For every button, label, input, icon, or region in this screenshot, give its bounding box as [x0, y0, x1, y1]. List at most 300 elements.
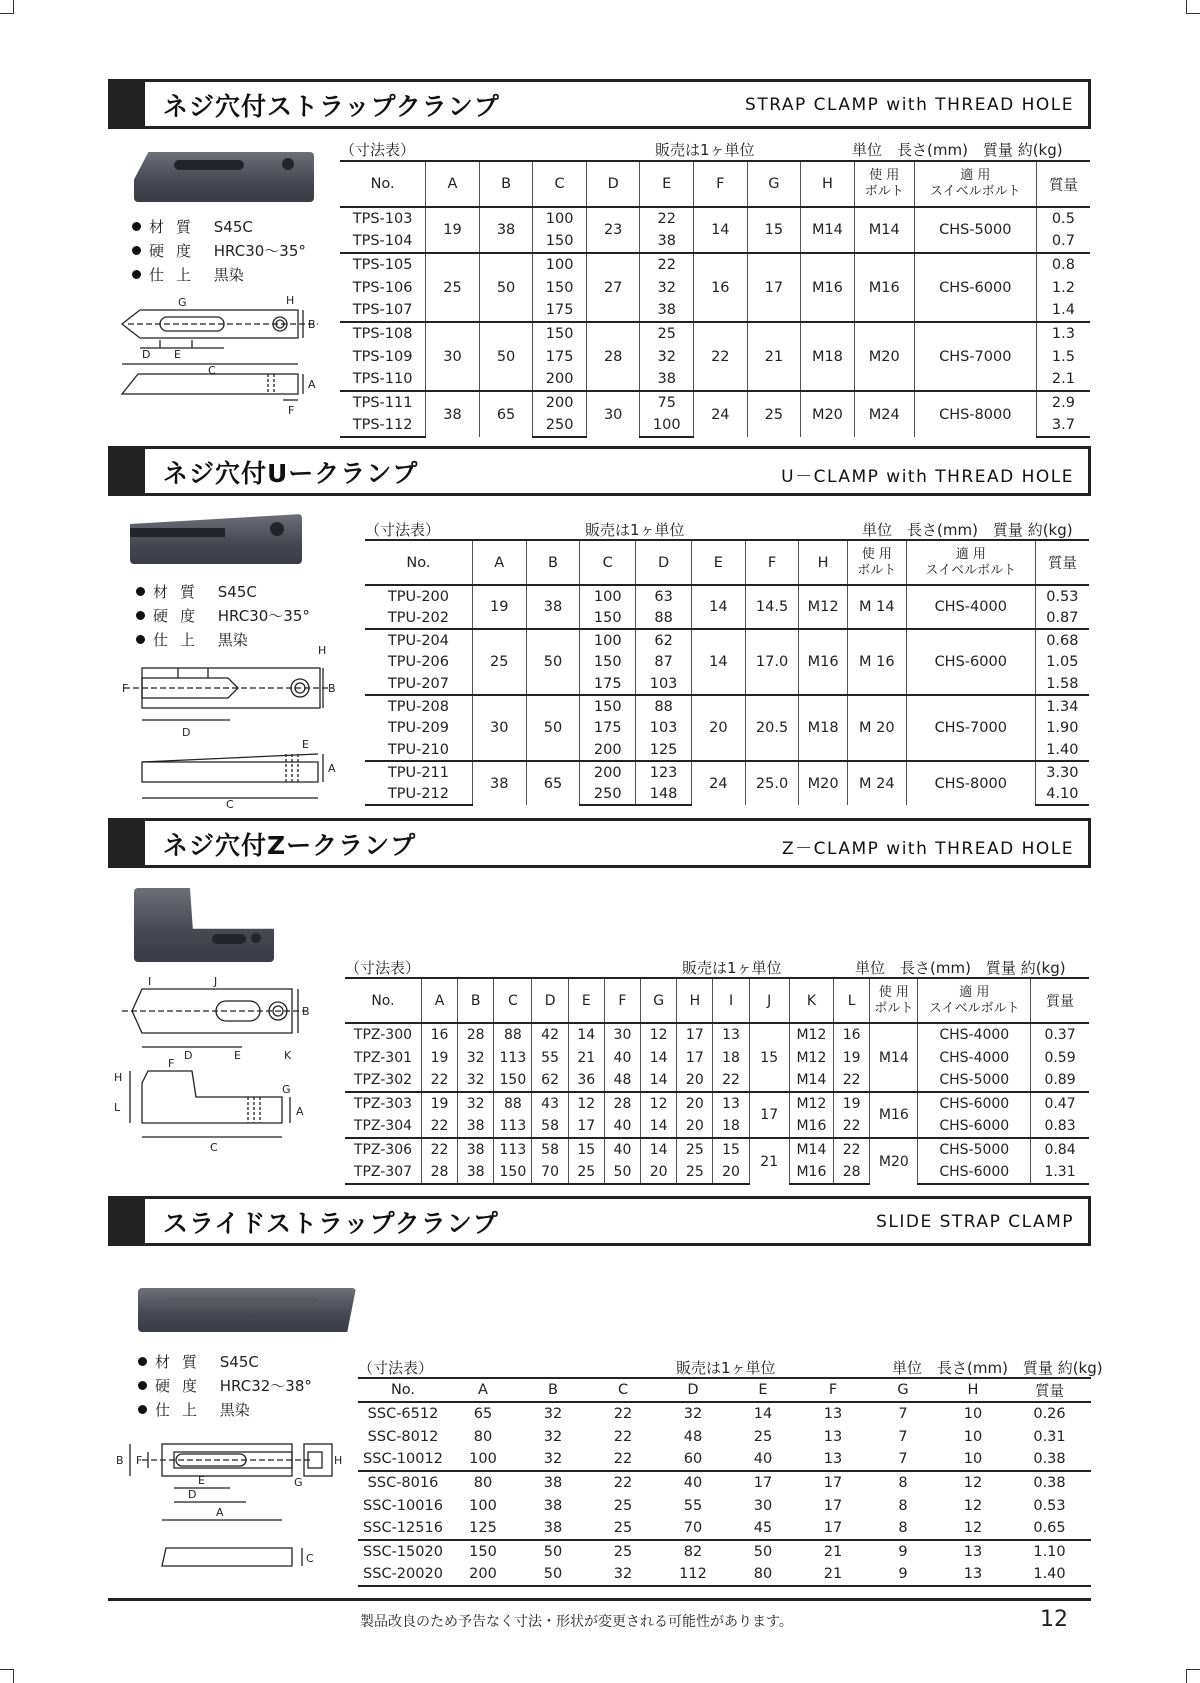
table-cell: 70 — [683, 1520, 703, 1536]
table-cell: 38 — [458, 1161, 494, 1184]
table-cell: 38 — [518, 1471, 588, 1494]
table-cell: 50 — [526, 695, 580, 761]
table-cell: 10 — [963, 1428, 983, 1445]
footer-divider — [108, 1598, 1091, 1601]
table-cell: 103 — [636, 673, 692, 695]
table-cell: 14 — [641, 1138, 677, 1161]
table-cell: TPS-112 — [340, 414, 426, 437]
table-cell: 12 — [568, 1092, 604, 1115]
column-header: F — [798, 1378, 868, 1402]
table-cell: 18 — [713, 1115, 749, 1138]
table-cell: 58 — [532, 1115, 568, 1138]
table-cell: 0.38 — [1033, 1451, 1066, 1467]
table-cell: 200 — [580, 739, 636, 761]
table-cell: 24 — [692, 761, 746, 805]
table-cell: 80 — [448, 1471, 518, 1494]
table-cell: M20 — [801, 391, 855, 437]
table-cell: 9 — [868, 1540, 938, 1563]
caption-unit: 単位 長さ(mm) 質量 約(kg) — [852, 141, 1063, 159]
table-row — [358, 1517, 1091, 1540]
section-header-slide-strap-clamp — [108, 1196, 1091, 1246]
column-header: E — [728, 1378, 798, 1402]
spec-table-z — [345, 977, 1089, 1185]
dim-label: B — [116, 1454, 124, 1467]
table-cell: 100 — [580, 629, 636, 651]
table-cell: 38 — [458, 1138, 494, 1161]
column-header: 質量 — [1031, 978, 1089, 1023]
column-header: B — [458, 978, 494, 1023]
spec-table-slide — [358, 1377, 1091, 1587]
column-header: G — [747, 161, 801, 207]
table-cell: CHS-6000 — [914, 253, 1036, 322]
table-cell: 25 — [472, 629, 526, 695]
caption-sale: 販売は1ヶ単位 — [676, 1359, 776, 1377]
table-cell: CHS-6000 — [918, 1161, 1031, 1184]
table-cell: TPS-105 — [340, 253, 426, 276]
table-cell: TPZ-301 — [353, 1049, 413, 1066]
table-cell: 28 — [834, 1161, 870, 1184]
table-cell: 1.34 — [1035, 695, 1089, 717]
table-cell: 88 — [636, 695, 692, 717]
section-title-en: U－CLAMP with THREAD HOLE — [781, 467, 1074, 487]
table-cell: 38 — [458, 1115, 494, 1138]
table-cell: M16 — [801, 253, 855, 322]
table-cell: 55 — [532, 1046, 568, 1069]
table-cell: 125 — [636, 739, 692, 761]
table-cell: 21 — [749, 1138, 789, 1184]
table-cell: 0.89 — [1031, 1069, 1089, 1092]
page-number: 12 — [1040, 1607, 1068, 1632]
table-cell: 150 — [580, 651, 636, 673]
column-header: No. — [345, 978, 421, 1023]
column-header: 適 用 スイベルボルト — [906, 540, 1035, 585]
table-cell: 22 — [834, 1138, 870, 1161]
table-cell: M14 — [801, 207, 855, 253]
table-cell: 22 — [640, 207, 694, 230]
table-row — [358, 1563, 1091, 1586]
table-cell: 32 — [543, 1428, 563, 1445]
table-row — [340, 322, 1090, 345]
dim-label: D — [188, 1488, 197, 1501]
table-row — [358, 1540, 1091, 1563]
table-cell: 75 — [640, 391, 694, 414]
table-cell: 0.83 — [1031, 1115, 1089, 1138]
table-cell: 17 — [798, 1471, 868, 1494]
table-cell: 22 — [640, 253, 694, 276]
table-cell: CHS-5000 — [918, 1069, 1031, 1092]
table-cell: 58 — [532, 1138, 568, 1161]
table-cell: 60 — [683, 1451, 703, 1467]
table-cell: 22 — [613, 1428, 633, 1445]
section-header-z-clamp — [108, 818, 1091, 868]
table-cell: 17 — [677, 1023, 713, 1046]
dim-label: F — [122, 682, 129, 695]
table-cell: 16 — [834, 1023, 870, 1046]
table-cell: 50 — [518, 1540, 588, 1563]
column-header: G — [868, 1378, 938, 1402]
column-header: L — [834, 978, 870, 1023]
table-cell: 12 — [641, 1023, 677, 1046]
table-cell: TPS-111 — [340, 391, 426, 414]
table-cell: 12 — [963, 1497, 983, 1514]
caption-table: （寸法表） — [345, 959, 421, 977]
table-cell: 150 — [580, 607, 636, 629]
table-cell: TPS-110 — [352, 371, 413, 387]
table-row — [358, 1448, 1091, 1471]
dimension-diagram-u — [118, 640, 348, 810]
table-cell: 8 — [868, 1471, 938, 1494]
column-header: E — [692, 540, 746, 585]
table-cell: 12 — [963, 1520, 983, 1536]
table-cell: 45 — [753, 1520, 773, 1536]
table-cell: CHS-7000 — [906, 695, 1035, 761]
table-cell: 24 — [694, 391, 748, 437]
table-cell: 20 — [692, 695, 746, 761]
dim-label: J — [214, 975, 218, 988]
table-cell: 25 — [677, 1161, 713, 1184]
table-cell: 1.90 — [1035, 717, 1089, 739]
table-cell: 13 — [938, 1540, 1008, 1563]
table-cell: 113 — [494, 1115, 532, 1138]
table-cell: 0.65 — [1033, 1520, 1066, 1536]
table-cell: 150 — [448, 1540, 518, 1563]
table-cell: 175 — [580, 717, 636, 739]
column-header: J — [749, 978, 789, 1023]
table-cell: TPU-208 — [365, 695, 472, 717]
table-cell: M16 — [854, 253, 914, 322]
table-cell: 38 — [479, 207, 533, 253]
table-cell: 32 — [458, 1046, 494, 1069]
table-cell: 50 — [604, 1161, 640, 1184]
column-header: H — [801, 161, 855, 207]
table-row — [358, 1494, 1091, 1517]
table-cell: 25 — [613, 1520, 633, 1536]
header-block — [111, 82, 145, 126]
table-cell: SSC-20020 — [358, 1563, 448, 1586]
table-cell: 65 — [479, 391, 533, 437]
table-cell: TPS-106 — [352, 279, 413, 296]
table-cell: 13 — [938, 1563, 1008, 1586]
table-cell: 13 — [823, 1428, 843, 1445]
dim-label: F — [288, 404, 295, 417]
table-cell: 9 — [868, 1563, 938, 1586]
column-header: D — [532, 978, 568, 1023]
table-cell: 38 — [640, 299, 694, 322]
table-cell: 32 — [543, 1451, 563, 1467]
table-cell: M14 — [789, 1138, 833, 1161]
table-cell: 28 — [421, 1161, 457, 1184]
table-cell: 32 — [588, 1563, 658, 1586]
table-cell: 150 — [494, 1161, 532, 1184]
column-header: I — [713, 978, 749, 1023]
table-cell: 1.4 — [1036, 299, 1090, 322]
table-cell: 25 — [640, 322, 694, 345]
table-cell: 88 — [494, 1023, 532, 1046]
table-cell: 32 — [458, 1092, 494, 1115]
table-cell: 0.53 — [1035, 585, 1089, 607]
table-cell: 70 — [532, 1161, 568, 1184]
column-header: D — [636, 540, 692, 585]
column-header: 質量 — [1008, 1378, 1091, 1402]
table-cell: 150 — [533, 276, 587, 299]
column-header: A — [472, 540, 526, 585]
table-cell: SSC-15020 — [358, 1540, 448, 1563]
table-cell: 200 — [448, 1563, 518, 1586]
table-cell: 1.40 — [1008, 1563, 1091, 1586]
dim-label: H — [114, 1071, 123, 1084]
table-row — [365, 585, 1089, 607]
spec-table-u — [365, 539, 1089, 806]
table-cell: M12 — [799, 585, 847, 629]
table-cell: 15 — [749, 1023, 789, 1092]
table-cell: 48 — [604, 1069, 640, 1092]
table-cell: 17 — [747, 253, 801, 322]
table-cell: TPS-104 — [352, 233, 413, 249]
table-cell: CHS-4000 — [918, 1023, 1031, 1046]
table-cell: 0.26 — [1033, 1406, 1066, 1422]
table-cell: 150 — [494, 1069, 532, 1092]
table-cell: 17 — [823, 1520, 843, 1536]
table-cell: M 16 — [847, 629, 906, 695]
column-header: No. — [340, 161, 426, 207]
section-title-jp: スライドストラップクランプ — [163, 1209, 499, 1238]
table-cell: 38 — [543, 1520, 563, 1536]
table-cell: 19 — [421, 1092, 457, 1115]
caption-sale: 販売は1ヶ単位 — [682, 959, 782, 977]
table-row — [365, 629, 1089, 651]
table-cell: 7 — [898, 1451, 908, 1467]
table-cell: CHS-8000 — [914, 391, 1036, 437]
table-cell: M 20 — [847, 695, 906, 761]
caption-table: （寸法表） — [365, 521, 441, 539]
table-cell: 0.53 — [1033, 1497, 1066, 1514]
table-cell: M20 — [799, 761, 847, 805]
table-cell: 0.84 — [1031, 1138, 1089, 1161]
table-cell: 20 — [677, 1069, 713, 1092]
table-cell: M 24 — [847, 761, 906, 805]
table-cell: 0.68 — [1035, 629, 1089, 651]
table-cell: 30 — [472, 695, 526, 761]
caption-sale: 販売は1ヶ単位 — [585, 521, 685, 539]
table-cell: 25 — [568, 1161, 604, 1184]
table-cell: M18 — [801, 322, 855, 391]
table-cell: M20 — [854, 322, 914, 391]
table-cell: TPU-212 — [365, 783, 472, 805]
table-row — [358, 1402, 1091, 1425]
table-row — [345, 1069, 1089, 1092]
table-cell: 30 — [426, 322, 480, 391]
table-cell: 15 — [713, 1138, 749, 1161]
table-cell: 7 — [898, 1406, 908, 1422]
dim-label: A — [308, 378, 316, 391]
table-cell: 25 — [747, 391, 801, 437]
column-header: G — [641, 978, 677, 1023]
table-cell: 20 — [677, 1115, 713, 1138]
table-row — [340, 253, 1090, 276]
table-cell: 38 — [640, 230, 694, 253]
dim-label: F — [168, 1057, 175, 1070]
dimension-diagram-strap — [118, 290, 338, 440]
column-header: 使 用 ボルト — [847, 540, 906, 585]
table-row — [358, 1425, 1091, 1448]
table-cell: 113 — [494, 1046, 532, 1069]
table-cell: 12 — [641, 1092, 677, 1115]
table-cell: 25 — [613, 1497, 633, 1514]
table-cell: 50 — [479, 253, 533, 322]
table-cell: 27 — [586, 253, 640, 322]
table-cell: 30 — [586, 391, 640, 437]
table-cell: 21 — [568, 1046, 604, 1069]
table-cell: 15 — [747, 207, 801, 253]
table-cell: 14 — [568, 1023, 604, 1046]
caption-unit: 単位 長さ(mm) 質量 約(kg) — [862, 521, 1073, 539]
table-cell: 40 — [658, 1471, 728, 1494]
dim-label: H — [286, 294, 295, 307]
table-cell: TPZ-306 — [345, 1138, 421, 1161]
dim-label: E — [198, 1474, 205, 1487]
table-cell: 80 — [728, 1563, 798, 1586]
table-cell: 100 — [640, 414, 694, 437]
table-cell: 12 — [938, 1471, 1008, 1494]
table-cell: SSC-10012 — [363, 1451, 443, 1467]
table-cell: 88 — [636, 607, 692, 629]
table-cell: TPS-108 — [340, 322, 426, 345]
table-cell: 125 — [469, 1520, 497, 1536]
crop-mark-top-right — [1186, 0, 1200, 14]
dim-label: C — [226, 798, 234, 810]
column-header: B — [479, 161, 533, 207]
table-cell: 65 — [526, 761, 580, 805]
table-cell: 40 — [753, 1451, 773, 1467]
table-cell: 13 — [713, 1092, 749, 1115]
table-cell: TPS-109 — [352, 348, 413, 365]
table-cell: 175 — [580, 673, 636, 695]
table-cell: 100 — [469, 1497, 497, 1514]
table-cell: 19 — [421, 1046, 457, 1069]
table-cell: 30 — [604, 1023, 640, 1046]
table-cell: 3.7 — [1036, 414, 1090, 437]
table-cell: 38 — [543, 1497, 563, 1514]
table-cell: 103 — [636, 717, 692, 739]
column-header: A — [448, 1378, 518, 1402]
table-cell: 36 — [568, 1069, 604, 1092]
table-cell: M24 — [854, 391, 914, 437]
table-cell: 0.38 — [1008, 1471, 1091, 1494]
caption-table: （寸法表） — [358, 1359, 434, 1377]
column-header: E — [640, 161, 694, 207]
section-title-en: SLIDE STRAP CLAMP — [876, 1212, 1074, 1232]
table-cell: 32 — [683, 1406, 703, 1422]
table-cell: TPU-210 — [387, 741, 450, 758]
table-cell: 42 — [532, 1023, 568, 1046]
caption-sale: 販売は1ヶ単位 — [655, 141, 755, 159]
dim-label: C — [306, 1552, 314, 1565]
table-cell: M 14 — [847, 585, 906, 629]
table-cell: 200 — [533, 368, 587, 391]
table-cell: 21 — [747, 322, 801, 391]
table-cell: M12 — [789, 1023, 833, 1046]
product-photo-z-clamp — [134, 888, 274, 962]
table-cell: 50 — [479, 322, 533, 391]
dim-label: C — [208, 364, 216, 377]
dim-label: A — [328, 762, 336, 775]
footer-note: 製品改良のため予告なく寸法・形状が変更される可能性があります。 — [360, 1614, 793, 1630]
table-cell: 38 — [472, 761, 526, 805]
dim-label: D — [142, 348, 151, 361]
table-cell: 123 — [636, 761, 692, 783]
spec-props-strap: 材質 S45C 硬度 HRC30～35° 仕上 黒染 — [132, 215, 306, 287]
column-header: No. — [365, 540, 472, 585]
table-cell: TPZ-303 — [345, 1092, 421, 1115]
table-cell: 175 — [533, 299, 587, 322]
table-cell: CHS-6000 — [918, 1115, 1031, 1138]
product-photo-strap-clamp — [134, 152, 314, 202]
spec-props-slide: 材質 S45C 硬度 HRC32～38° 仕上 黒染 — [138, 1350, 312, 1422]
table-cell: 25 — [753, 1428, 773, 1445]
table-cell: 25.0 — [745, 761, 799, 805]
column-header: A — [421, 978, 457, 1023]
table-cell: 50 — [728, 1540, 798, 1563]
table-cell: 25 — [677, 1138, 713, 1161]
table-cell: CHS-4000 — [918, 1046, 1031, 1069]
table-cell: 21 — [798, 1540, 868, 1563]
table-cell: 14 — [692, 585, 746, 629]
table-row — [358, 1471, 1091, 1494]
dim-label: A — [296, 1105, 304, 1118]
table-cell: 148 — [636, 783, 692, 805]
column-header: C — [588, 1378, 658, 1402]
table-cell: 2.1 — [1036, 368, 1090, 391]
table-cell: 16 — [694, 253, 748, 322]
crop-mark-bottom-left — [0, 1669, 14, 1683]
column-header: D — [586, 161, 640, 207]
table-cell: 22 — [834, 1115, 870, 1138]
table-cell: 0.5 — [1036, 207, 1090, 230]
column-header: 質量 — [1035, 540, 1089, 585]
table-row — [340, 207, 1090, 230]
table-cell: 22 — [613, 1406, 633, 1422]
table-row — [365, 761, 1089, 783]
dim-label: B — [328, 682, 336, 695]
table-cell: 50 — [518, 1563, 588, 1586]
table-cell: 65 — [473, 1406, 493, 1422]
table-cell: 22 — [694, 322, 748, 391]
table-cell: 100 — [533, 253, 587, 276]
table-cell: 22 — [834, 1069, 870, 1092]
table-cell: 88 — [494, 1092, 532, 1115]
table-cell: 21 — [798, 1563, 868, 1586]
table-cell: 28 — [604, 1092, 640, 1115]
table-cell: SSC-8016 — [358, 1471, 448, 1494]
table-cell: 1.5 — [1036, 345, 1090, 368]
table-cell: TPU-211 — [365, 761, 472, 783]
table-cell: TPZ-300 — [345, 1023, 421, 1046]
column-header: 使 用 ボルト — [870, 978, 918, 1023]
table-cell: 14.5 — [745, 585, 799, 629]
table-cell: 0.87 — [1035, 607, 1089, 629]
table-cell: 25 — [588, 1540, 658, 1563]
table-cell: 22 — [713, 1069, 749, 1092]
table-cell: M16 — [789, 1161, 833, 1184]
dim-label: C — [210, 1141, 218, 1154]
table-row — [345, 1115, 1089, 1138]
table-cell: 14 — [641, 1046, 677, 1069]
column-header: 質量 — [1036, 161, 1090, 207]
table-cell: TPS-107 — [352, 302, 413, 318]
table-cell: 22 — [613, 1451, 633, 1467]
table-cell: CHS-4000 — [906, 585, 1035, 629]
table-cell: 200 — [533, 391, 587, 414]
